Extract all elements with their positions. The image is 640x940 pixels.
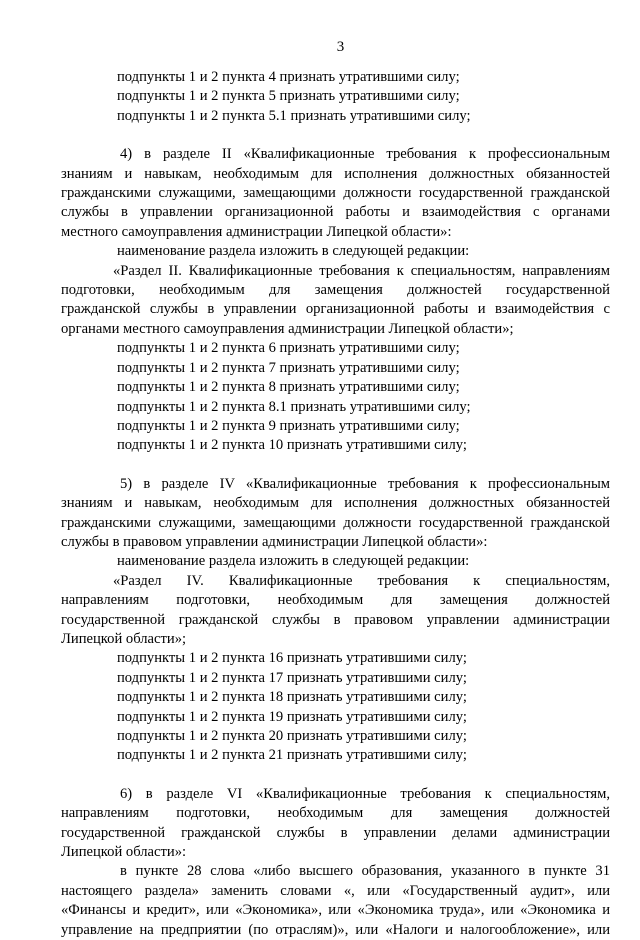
- text-line: подпункты 1 и 2 пункта 4 признать утратившими силу;: [117, 69, 460, 85]
- page-number: 3: [336, 39, 345, 55]
- text-line: наименование раздела изложить в следующей редакции:: [117, 553, 470, 570]
- text-line: подпункты 1 и 2 пункта 9 признать утратившими силу;: [117, 417, 460, 434]
- text-line: гражданской службы в управлении организационной работы и взаимодействия с: [61, 301, 610, 318]
- text-line: знаниям и навыкам, необходимым для исполнения должностных обязанностей: [61, 495, 610, 512]
- text-line: подпункты 1 и 2 пункта 7 признать утратившими силу;: [117, 359, 460, 376]
- text-line: государственной гражданской службы в управлении делами администрации: [61, 824, 610, 841]
- text-line: органами местного самоуправления администрации Липецкой области»;: [61, 320, 514, 337]
- text-line: гражданскими служащими, замещающими должности государственной гражданской: [61, 185, 610, 202]
- text-line: службы в управлении организационной работы и взаимодействия с органами: [61, 204, 610, 221]
- text-line: подпункты 1 и 2 пункта 16 признать утратившими силу;: [117, 650, 467, 667]
- document-body: [61, 68, 610, 940]
- paragraph-gap: [61, 766, 610, 785]
- text-line: подпункты 1 и 2 пункта 10 признать утратившими силу;: [117, 437, 467, 454]
- text-line: 5) в разделе IV «Квалификационные требования к профессиональным: [120, 475, 610, 492]
- text-line: 4) в разделе II «Квалификационные требования к профессиональным: [120, 146, 610, 163]
- text-line: подпункты 1 и 2 пункта 8.1 признать утратившими силу;: [117, 398, 471, 415]
- text-line: гражданскими служащими, замещающими должности государственной гражданской: [61, 514, 610, 531]
- text-line: «Финансы и кредит», или «Экономика», или «Экономика труда», или «Экономика и: [61, 902, 610, 919]
- text-line: наименование раздела изложить в следующей редакции:: [117, 243, 470, 260]
- paragraph-gap: [61, 456, 610, 475]
- text-line: Липецкой области»:: [61, 844, 187, 861]
- text-line: подпункты 1 и 2 пункта 6 признать утратившими силу;: [117, 340, 460, 357]
- text-line: знаниям и навыкам, необходимым для исполнения должностных обязанностей: [61, 165, 610, 182]
- text-line: Липецкой области»;: [61, 630, 187, 647]
- text-line: в пункте 28 слова «либо высшего образования, указанного в пункте 31: [120, 863, 610, 880]
- text-line: государственной гражданской службы в правовом управлении администрации: [61, 611, 610, 628]
- text-line: подпункты 1 и 2 пункта 5 признать утратившими силу;: [117, 88, 460, 105]
- text-line: подготовки, необходимым для замещения должностей государственной: [61, 282, 610, 299]
- text-line: подпункты 1 и 2 пункта 21 признать утратившими силу;: [117, 747, 467, 764]
- text-line: подпункты 1 и 2 пункта 19 признать утратившими силу;: [117, 708, 467, 725]
- text-line: 6) в разделе VI «Квалификационные требования к специальностям,: [120, 785, 610, 802]
- text-line: службы в правовом управлении администрации Липецкой области»:: [61, 533, 488, 550]
- text-line: «Раздел IV. Квалификационные требования к специальностям,: [113, 572, 610, 589]
- text-line: подпункты 1 и 2 пункта 17 признать утратившими силу;: [117, 669, 467, 686]
- text-line: подпункты 1 и 2 пункта 8 признать утратившими силу;: [117, 379, 460, 396]
- text-line: направлениям подготовки, необходимым для замещения должностей: [61, 592, 610, 609]
- text-line: подпункты 1 и 2 пункта 5.1 признать утратившими силу;: [117, 107, 471, 124]
- text-line: подпункты 1 и 2 пункта 20 признать утратившими силу;: [117, 728, 467, 744]
- text-line: направлениям подготовки, необходимым для замещения должностей: [61, 805, 610, 822]
- text-line: «Раздел II. Квалификационные требования к специальностям, направлениям: [113, 262, 610, 279]
- text-line: подпункты 1 и 2 пункта 18 признать утратившими силу;: [117, 689, 467, 706]
- text-line: управление на предприятии (по отраслям)», или «Налоги и налогообложение», или: [61, 921, 610, 938]
- paragraph-gap: [61, 126, 610, 145]
- text-line: местного самоуправления администрации Липецкой области»:: [61, 223, 452, 240]
- text-line: настоящего раздела» заменить словами «, или «Государственный аудит», или: [61, 882, 610, 899]
